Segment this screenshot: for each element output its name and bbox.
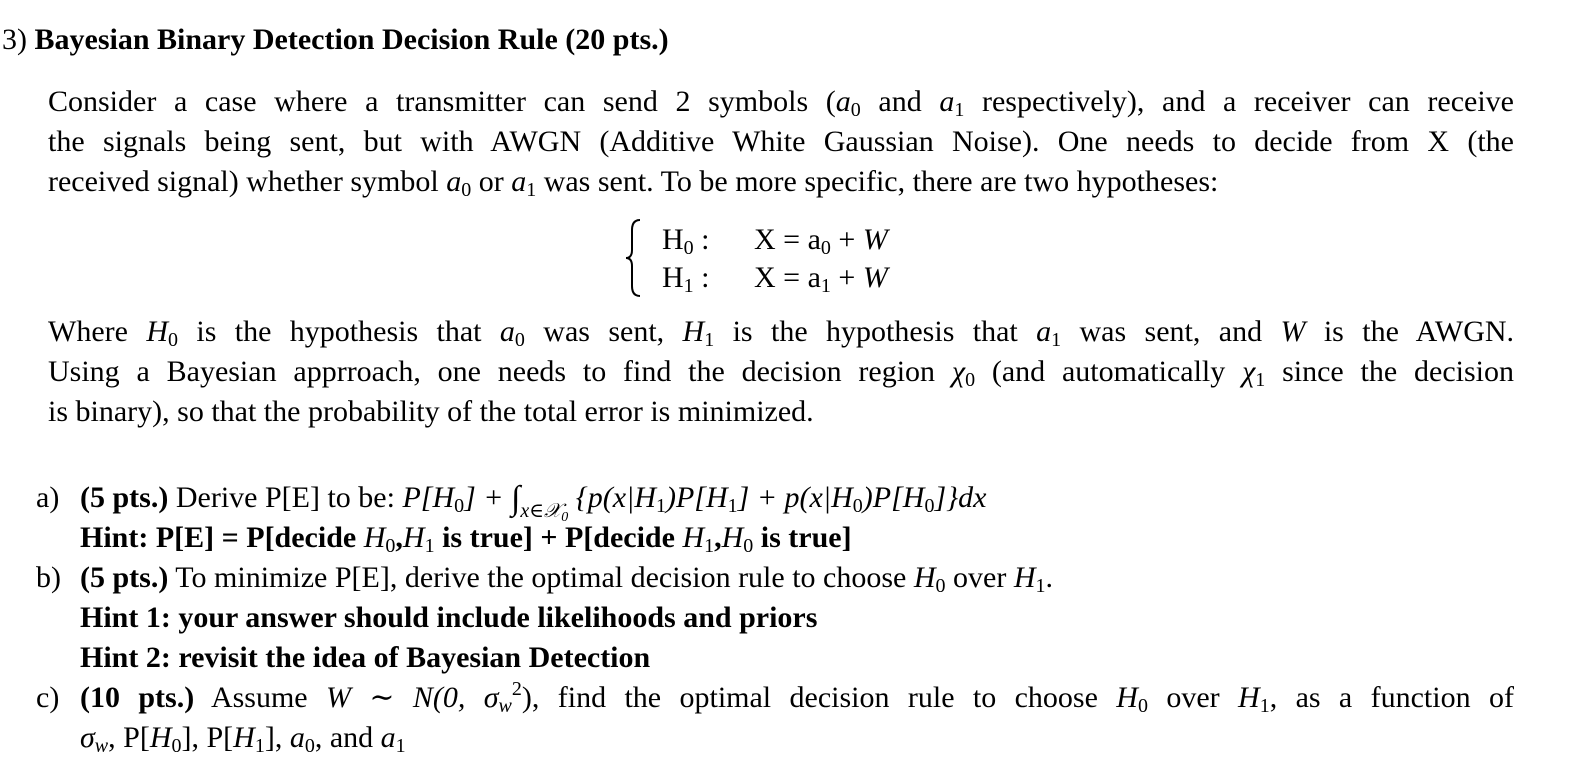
part-b-hint-1: Hint 1: your answer should include likelihoods and priors	[80, 601, 818, 634]
hypotheses-cases	[624, 218, 944, 302]
part-c-text: (10 pts.) Assume W ∼ N(0, $\sigma_w^2$), find the optimal decision rule to choose $H_0$ over $H_1$, as a function of	[80, 678, 1514, 717]
part-a-hint: Hint: P[E] = P[decide $H_0,H_1$ is true] + P[decide $H_1,H_0$ is true]	[80, 521, 852, 557]
intro-line-3: received signal) whether symbol $a_0$ or $a_1$ was sent. To be more specific, there are two hypotheses:	[48, 165, 1219, 201]
where-line-1: Where $H_0$ is the hypothesis that $a_0$ was sent, $H_1$ is the hypothesis that $a_1$ was sent, and W is the AWGN.	[48, 315, 1515, 351]
intro-paragraph	[48, 82, 1514, 202]
part-b-text: (5 pts.) To minimize P[E], derive the optimal decision rule to choose $H_0$ over $H_1$.	[80, 561, 1054, 597]
problem-number: 3)	[2, 23, 27, 56]
problem-heading	[2, 20, 669, 60]
part-b-label: b)	[36, 561, 61, 594]
hypothesis-h1-row: $H_1$ : $X = a_1 + W$	[662, 261, 888, 297]
where-paragraph	[48, 312, 1514, 432]
part-a-text: (5 pts.) Derive P[E] to be: $P[H_0] + \int_{x\in 𝒳0}$ $\{p(x|H_1)P[H_1] + p(x|H_0)P[H_0]\}dx$	[80, 480, 987, 525]
problem-title: Bayesian Binary Detection Decision Rule (20 pts.)	[34, 23, 669, 56]
where-line-3: is binary), so that the probability of the total error is minimized.	[48, 395, 814, 428]
where-line-2: Using a Bayesian apprroach, one needs to find the decision region $\chi_0$ (and automatically $\chi_1$ since the decision	[48, 355, 1514, 391]
part-a-label: a)	[36, 481, 60, 514]
part-c-label: c)	[36, 681, 60, 714]
left-brace	[624, 218, 644, 298]
intro-line-2: the signals being sent, but with AWGN (Additive White Gaussian Noise). One needs to decide from X (the	[48, 125, 1514, 158]
intro-line-1: Consider a case where a transmitter can send 2 symbols ($a_0$ and $a_1$ respectively), and a receiver can receive	[48, 85, 1514, 121]
hypothesis-h0-row: $H_0$ : $X = a_0 + W$	[662, 223, 888, 259]
part-c-text-line-2: $\sigma_w$, $P[H_0]$, $P[H_1]$, $a_0$, and $a_1$	[80, 721, 406, 757]
part-b-hint-2: Hint 2: revisit the idea of Bayesian Detection	[80, 641, 651, 674]
